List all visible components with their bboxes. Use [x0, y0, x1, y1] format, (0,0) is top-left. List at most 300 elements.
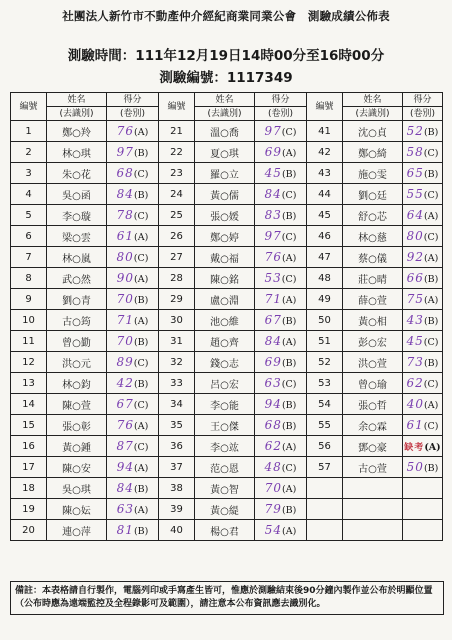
paper-version: (B) [423, 274, 439, 285]
paper-version: (A) [282, 295, 297, 306]
score-value: 92 [406, 250, 424, 264]
entry-name: 洪○萱 [343, 352, 403, 373]
score-value: 63 [116, 502, 134, 516]
table-row [11, 226, 443, 247]
score-value: 90 [116, 271, 134, 285]
score-value: 84 [264, 334, 282, 348]
header-name: 姓名 [343, 93, 403, 107]
entry-number: 8 [11, 268, 47, 289]
entry-number: 29 [159, 289, 195, 310]
paper-version: (C) [281, 463, 297, 474]
entry-score [107, 142, 159, 163]
entry-number: 11 [11, 331, 47, 352]
entry-score [107, 457, 159, 478]
paper-version: (A) [282, 337, 297, 348]
entry-number: 18 [11, 478, 47, 499]
entry-score [403, 184, 443, 205]
score-value: 73 [406, 355, 424, 369]
entry-name: 黃○鍾 [47, 436, 107, 457]
score-value: 65 [406, 166, 424, 180]
table-row [11, 310, 443, 331]
score-value: 66 [406, 271, 424, 285]
entry-number: 49 [307, 289, 343, 310]
score-value: 71 [264, 292, 282, 306]
score-value: 54 [264, 523, 282, 537]
entry-number: 53 [307, 373, 343, 394]
header-score-sub: (卷別) [403, 107, 443, 121]
entry-number: 5 [11, 205, 47, 226]
paper-version: (B) [281, 505, 297, 516]
table-row [11, 121, 443, 142]
entry-score [403, 436, 443, 457]
test-id: 測驗編號：1117349 [159, 70, 293, 86]
table-row [11, 520, 443, 541]
table-row [11, 331, 443, 352]
entry-name: 鄭○婷 [195, 226, 255, 247]
entry-number: 17 [11, 457, 47, 478]
entry-number: 51 [307, 331, 343, 352]
paper-version: (B) [133, 484, 149, 495]
entry-score [107, 163, 159, 184]
entry-number: 25 [159, 205, 195, 226]
entry-name: 夏○琪 [195, 142, 255, 163]
entry-number: 13 [11, 373, 47, 394]
score-value: 55 [406, 187, 424, 201]
entry-number: 35 [159, 415, 195, 436]
score-value: 83 [264, 208, 282, 222]
entry-name: 蔡○儀 [343, 247, 403, 268]
score-value: 45 [406, 334, 424, 348]
paper-version: (B) [281, 211, 297, 222]
entry-name: 武○然 [47, 268, 107, 289]
score-value: 70 [116, 292, 134, 306]
paper-version: (C) [423, 232, 439, 243]
entry-score [255, 121, 307, 142]
entry-score [107, 121, 159, 142]
score-value: 67 [116, 397, 134, 411]
entry-score [403, 394, 443, 415]
entry-name: 朱○花 [47, 163, 107, 184]
entry-number: 2 [11, 142, 47, 163]
table-row [11, 184, 443, 205]
entry-number: 50 [307, 310, 343, 331]
score-value: 64 [406, 208, 424, 222]
entry-number [307, 478, 343, 499]
paper-version: (A) [134, 232, 149, 243]
score-value: 43 [406, 313, 424, 327]
entry-score [107, 373, 159, 394]
header-name-sub: (去識別) [195, 107, 255, 121]
entry-number: 30 [159, 310, 195, 331]
entry-name [343, 520, 403, 541]
entry-name [343, 499, 403, 520]
table-row [11, 247, 443, 268]
entry-score [403, 310, 443, 331]
entry-name: 李○璇 [47, 205, 107, 226]
entry-score [255, 142, 307, 163]
entry-score [107, 310, 159, 331]
entry-name: 鄭○羚 [47, 121, 107, 142]
score-value: 61 [406, 418, 424, 432]
score-value: 40 [406, 397, 424, 411]
score-value: 61 [116, 229, 134, 243]
entry-number: 41 [307, 121, 343, 142]
score-value: 68 [264, 418, 282, 432]
entry-score [403, 268, 443, 289]
entry-name: 古○筠 [47, 310, 107, 331]
entry-number: 45 [307, 205, 343, 226]
entry-name: 趙○齊 [195, 331, 255, 352]
entry-number: 37 [159, 457, 195, 478]
paper-version: (B) [133, 379, 149, 390]
entry-number: 44 [307, 184, 343, 205]
score-value: 67 [264, 313, 282, 327]
entry-number: 23 [159, 163, 195, 184]
score-value: 70 [264, 481, 282, 495]
table-body [11, 121, 443, 541]
entry-name: 舒○芯 [343, 205, 403, 226]
entry-name: 梁○雲 [47, 226, 107, 247]
entry-score [403, 121, 443, 142]
entry-number: 43 [307, 163, 343, 184]
paper-version: (B) [281, 400, 297, 411]
score-value: 75 [406, 292, 424, 306]
header-num: 編號 [11, 93, 47, 121]
entry-name: 張○媛 [195, 205, 255, 226]
entry-number: 21 [159, 121, 195, 142]
paper-version: (A) [134, 421, 149, 432]
paper-version: (B) [423, 316, 439, 327]
entry-name: 黃○緹 [195, 499, 255, 520]
header-name-sub: (去識別) [47, 107, 107, 121]
score-value: 97 [264, 229, 282, 243]
score-value: 58 [406, 145, 424, 159]
header-score-sub: (卷別) [255, 107, 307, 121]
entry-number: 12 [11, 352, 47, 373]
entry-number: 3 [11, 163, 47, 184]
score-value: 69 [264, 355, 282, 369]
entry-name: 羅○立 [195, 163, 255, 184]
entry-name: 彭○宏 [343, 331, 403, 352]
table-row [11, 205, 443, 226]
paper-version: (B) [133, 190, 149, 201]
score-value: 76 [264, 250, 282, 264]
entry-name: 王○傑 [195, 415, 255, 436]
paper-version: (B) [133, 148, 149, 159]
entry-score [403, 226, 443, 247]
entry-score [403, 457, 443, 478]
score-value: 42 [116, 376, 134, 390]
entry-name: 溫○喬 [195, 121, 255, 142]
paper-version: (C) [281, 232, 297, 243]
paper-version: (A) [424, 253, 439, 264]
score-value: 94 [264, 397, 282, 411]
entry-number: 24 [159, 184, 195, 205]
paper-version: (C) [133, 253, 149, 264]
entry-name: 張○哲 [343, 394, 403, 415]
table-row [11, 478, 443, 499]
paper-version: (C) [423, 421, 439, 432]
paper-version: (A) [282, 484, 297, 495]
paper-version: (A) [134, 505, 149, 516]
header-score-sub: (卷別) [107, 107, 159, 121]
header-num: 編號 [159, 93, 195, 121]
score-value: 62 [264, 439, 282, 453]
entry-number [307, 520, 343, 541]
entry-number: 36 [159, 436, 195, 457]
paper-version: (B) [423, 358, 439, 369]
entry-score [107, 394, 159, 415]
paper-version: (A) [424, 211, 439, 222]
entry-score [403, 499, 443, 520]
entry-score [255, 247, 307, 268]
entry-number: 33 [159, 373, 195, 394]
entry-score [255, 520, 307, 541]
paper-version: (A) [134, 127, 149, 138]
paper-version: (A) [134, 274, 149, 285]
paper-version: (A) [424, 295, 439, 306]
score-value: 69 [264, 145, 282, 159]
score-value: 79 [264, 502, 282, 516]
entry-score [255, 352, 307, 373]
paper-version: (C) [133, 442, 149, 453]
entry-name: 黃○智 [195, 478, 255, 499]
paper-version: (A) [424, 400, 439, 411]
paper-version: (C) [423, 148, 439, 159]
entry-number: 27 [159, 247, 195, 268]
table-row [11, 163, 443, 184]
entry-number: 10 [11, 310, 47, 331]
entry-number: 1 [11, 121, 47, 142]
entry-name: 黃○儒 [195, 184, 255, 205]
entry-name [343, 478, 403, 499]
paper-version: (C) [281, 190, 297, 201]
paper-version: (C) [281, 127, 297, 138]
entry-number: 31 [159, 331, 195, 352]
entry-score [255, 289, 307, 310]
entry-name: 戴○福 [195, 247, 255, 268]
entry-score [255, 394, 307, 415]
entry-name: 吳○琪 [47, 478, 107, 499]
paper-version: (A) [134, 463, 149, 474]
header-name-sub: (去識別) [343, 107, 403, 121]
entry-name: 錢○志 [195, 352, 255, 373]
score-value: 68 [116, 166, 134, 180]
table-header [11, 93, 443, 121]
table-row [11, 499, 443, 520]
entry-score [255, 163, 307, 184]
entry-name: 李○能 [195, 394, 255, 415]
entry-score [403, 352, 443, 373]
entry-score [107, 415, 159, 436]
entry-score [403, 205, 443, 226]
paper-version: (C) [423, 337, 439, 348]
entry-score [403, 142, 443, 163]
entry-score [107, 226, 159, 247]
score-value: 80 [406, 229, 424, 243]
entry-score [107, 436, 159, 457]
paper-version: (C) [281, 379, 297, 390]
entry-name: 古○萱 [343, 457, 403, 478]
entry-name: 楊○君 [195, 520, 255, 541]
header-name: 姓名 [195, 93, 255, 107]
entry-name: 黃○相 [343, 310, 403, 331]
entry-number: 15 [11, 415, 47, 436]
entry-number: 42 [307, 142, 343, 163]
score-value: 70 [116, 334, 134, 348]
entry-score [107, 289, 159, 310]
score-value: 87 [116, 439, 134, 453]
entry-name: 施○雯 [343, 163, 403, 184]
paper-version: (B) [281, 316, 297, 327]
entry-name: 盧○淵 [195, 289, 255, 310]
entry-name: 呂○宏 [195, 373, 255, 394]
score-value: 76 [116, 418, 134, 432]
entry-number: 57 [307, 457, 343, 478]
entry-name: 沈○貞 [343, 121, 403, 142]
entry-number [307, 499, 343, 520]
entry-name: 劉○廷 [343, 184, 403, 205]
score-value: 52 [406, 124, 424, 138]
entry-name: 連○萍 [47, 520, 107, 541]
paper-version: (A) [424, 441, 441, 453]
entry-number: 56 [307, 436, 343, 457]
page-title: 社團法人新竹市不動產仲介經紀商業同業公會 測驗成績公佈表 [62, 9, 390, 23]
header-score: 得分 [255, 93, 307, 107]
test-time: 測驗時間：111年12月19日14時00分至16時00分 [67, 48, 385, 64]
entry-number: 7 [11, 247, 47, 268]
table-row [11, 289, 443, 310]
entry-number: 16 [11, 436, 47, 457]
entry-score [107, 205, 159, 226]
score-value: 84 [264, 187, 282, 201]
entry-score [403, 520, 443, 541]
table-row [11, 268, 443, 289]
entry-number: 46 [307, 226, 343, 247]
entry-score [255, 415, 307, 436]
paper-version: (B) [423, 127, 439, 138]
entry-score [255, 184, 307, 205]
paper-version: (A) [134, 316, 149, 327]
entry-score [403, 331, 443, 352]
paper-version: (B) [281, 169, 297, 180]
score-value: 94 [116, 460, 134, 474]
table-row [11, 394, 443, 415]
entry-number: 55 [307, 415, 343, 436]
paper-version: (A) [282, 148, 297, 159]
entry-number: 26 [159, 226, 195, 247]
score-value: 97 [116, 145, 134, 159]
score-value: 71 [116, 313, 134, 327]
paper-version: (C) [133, 169, 149, 180]
entry-name: 范○恩 [195, 457, 255, 478]
entry-name: 莊○晴 [343, 268, 403, 289]
entry-name: 陳○妘 [47, 499, 107, 520]
entry-name: 林○慈 [343, 226, 403, 247]
entry-number: 9 [11, 289, 47, 310]
entry-score [403, 478, 443, 499]
entry-score [403, 289, 443, 310]
paper-version: (B) [423, 169, 439, 180]
entry-name: 陳○安 [47, 457, 107, 478]
entry-number: 39 [159, 499, 195, 520]
entry-number: 14 [11, 394, 47, 415]
entry-name: 鄭○綺 [343, 142, 403, 163]
entry-number: 20 [11, 520, 47, 541]
entry-number: 34 [159, 394, 195, 415]
paper-version: (B) [133, 295, 149, 306]
entry-score [107, 352, 159, 373]
entry-name: 池○維 [195, 310, 255, 331]
entry-number: 54 [307, 394, 343, 415]
entry-score [255, 268, 307, 289]
entry-number: 38 [159, 478, 195, 499]
entry-score [107, 247, 159, 268]
paper-version: (A) [282, 253, 297, 264]
entry-name: 劉○青 [47, 289, 107, 310]
entry-name: 林○琪 [47, 142, 107, 163]
score-value: 97 [264, 124, 282, 138]
paper-version: (A) [282, 526, 297, 537]
entry-name: 曾○勤 [47, 331, 107, 352]
entry-name: 林○嵐 [47, 247, 107, 268]
entry-name: 鄧○豪 [343, 436, 403, 457]
entry-score [255, 373, 307, 394]
entry-name: 吳○函 [47, 184, 107, 205]
table-row [11, 415, 443, 436]
paper-version: (B) [133, 526, 149, 537]
score-value: 80 [116, 250, 134, 264]
entry-score [255, 478, 307, 499]
paper-version: (A) [282, 442, 297, 453]
score-value: 89 [116, 355, 134, 369]
entry-name: 曾○瑜 [343, 373, 403, 394]
entry-number: 52 [307, 352, 343, 373]
score-value: 63 [264, 376, 282, 390]
entry-score [255, 310, 307, 331]
table-row [11, 352, 443, 373]
entry-score [403, 415, 443, 436]
entry-score [255, 205, 307, 226]
paper-version: (C) [423, 190, 439, 201]
entry-number: 28 [159, 268, 195, 289]
paper-version: (B) [133, 337, 149, 348]
header-score: 得分 [107, 93, 159, 107]
entry-score [255, 226, 307, 247]
header-score: 得分 [403, 93, 443, 107]
score-value: 62 [406, 376, 424, 390]
entry-score [107, 184, 159, 205]
entry-score [107, 520, 159, 541]
entry-name: 陳○銘 [195, 268, 255, 289]
entry-number: 4 [11, 184, 47, 205]
entry-number: 22 [159, 142, 195, 163]
entry-score [403, 247, 443, 268]
entry-number: 32 [159, 352, 195, 373]
score-value: 50 [406, 460, 424, 474]
entry-number: 6 [11, 226, 47, 247]
entry-name: 陳○萱 [47, 394, 107, 415]
entry-score [107, 499, 159, 520]
entry-number: 19 [11, 499, 47, 520]
paper-version: (B) [423, 463, 439, 474]
entry-score [403, 163, 443, 184]
entry-number: 40 [159, 520, 195, 541]
paper-version: (C) [281, 274, 297, 285]
score-value: 53 [264, 271, 282, 285]
paper-version: (C) [133, 358, 149, 369]
entry-score [403, 373, 443, 394]
